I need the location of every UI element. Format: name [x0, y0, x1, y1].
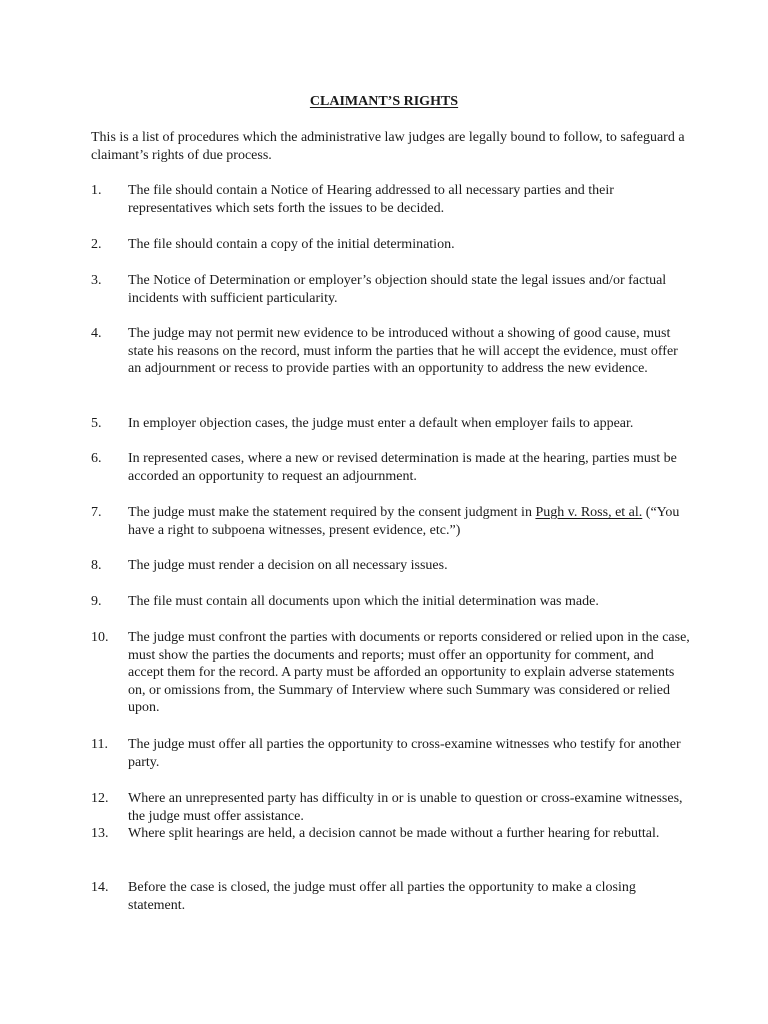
list-item [91, 415, 691, 433]
item-number: 12. [91, 791, 109, 806]
item-number: 7. [91, 505, 102, 520]
list-item [91, 593, 691, 611]
list-item [91, 325, 691, 378]
item-number: 8. [91, 558, 102, 573]
item-text: The judge must render a decision on all necessary issues. [128, 558, 448, 573]
list-item [91, 272, 691, 307]
list-item [91, 236, 691, 254]
item-number: 6. [91, 451, 102, 466]
item-number: 2. [91, 237, 102, 252]
item-number: 3. [91, 273, 102, 288]
document-title: CLAIMANT’S RIGHTS [309, 94, 459, 109]
item-text: In employer objection cases, the judge must enter a default when employer fails to appear. [128, 416, 634, 431]
item-number: 11. [91, 737, 108, 752]
item-text: The file must contain all documents upon which the initial determination was made. [128, 594, 599, 609]
item-text: The file should contain a copy of the initial determination. [128, 237, 455, 252]
list-item [91, 825, 691, 843]
item-number: 1. [91, 183, 102, 198]
list-item [91, 182, 691, 217]
list-item [91, 557, 691, 575]
intro-paragraph: This is a list of procedures which the administrative law judges are legally bound to follow, to safeguard a claimant’s rights of due process. [91, 130, 685, 163]
item-text: The judge must offer all parties the opportunity to cross-examine witnesses who testify for another party. [128, 737, 681, 770]
item-text: The judge must confront the parties with documents or reports considered or relied upon in the case, must show the parties the documents and reports; must offer an opportunity for comment, and accept them for the record. A party must be afforded an opportunity to explain adverse statements on, or omissions from, the Summary of Interview where such Summary was considered or relied upon. [128, 630, 690, 715]
item-text: In represented cases, where a new or revised determination is made at the hearing, parties must be accorded an opportunity to request an adjournment. [128, 451, 677, 484]
list-item [91, 629, 691, 717]
item-number: 5. [91, 416, 102, 431]
list-item [91, 450, 691, 485]
item-text: The file should contain a Notice of Hearing addressed to all necessary parties and their representatives which sets forth the issues to be decided. [128, 183, 614, 216]
item-text: The judge may not permit new evidence to be introduced without a showing of good cause, must state his reasons on the record, must inform the parties that he will accept the evidence, must offer an adjournment or recess to provide parties with an opportunity to address the new evidence. [128, 326, 678, 376]
item-number: 13. [91, 826, 109, 841]
item-number: 9. [91, 594, 102, 609]
list-item [91, 790, 691, 825]
list-item [91, 879, 691, 914]
item-text: Where an unrepresented party has difficulty in or is unable to question or cross-examine witnesses, the judge must offer assistance. [128, 791, 683, 824]
item-number: 14. [91, 880, 109, 895]
item-text [128, 504, 691, 539]
case-citation: Pugh v. Ross, et al. [535, 505, 643, 520]
list-item [91, 736, 691, 771]
item-number: 10. [91, 630, 109, 645]
item-text: Where split hearings are held, a decision cannot be made without a further hearing for rebuttal. [128, 826, 660, 841]
item-text-after: (“You have a right to subpoena witnesses, present evidence, etc.”) [128, 505, 680, 538]
item-number: 4. [91, 326, 102, 341]
item-text: Before the case is closed, the judge must offer all parties the opportunity to make a closing statement. [128, 880, 636, 913]
item-text-before: The judge must make the statement required by the consent judgment in [128, 505, 536, 520]
item-text: The Notice of Determination or employer’s objection should state the legal issues and/or factual incidents with sufficient particularity. [128, 273, 667, 306]
list-item [91, 504, 691, 539]
